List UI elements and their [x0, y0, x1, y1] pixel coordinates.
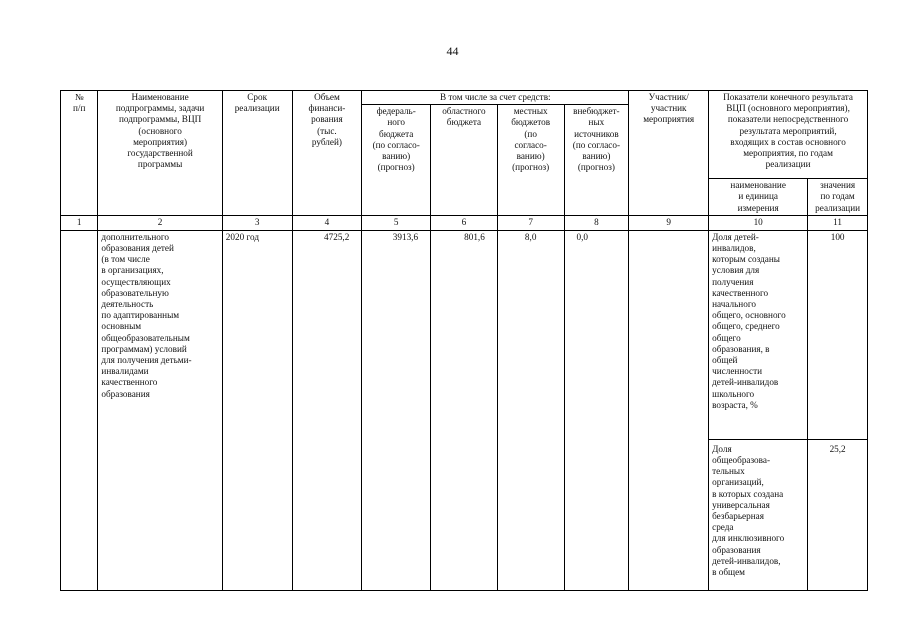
header-name: Наименование подпрограммы, задачи подпрограммы, ВЦП (основного мероприятия) государственной программы [98, 91, 222, 216]
header-sources-group: В том числе за счет средств: [362, 91, 629, 105]
page-number: 44 [446, 44, 459, 58]
column-number: 7 [497, 215, 564, 230]
row-number-cell [61, 230, 98, 590]
header-participant: Участник/ участник мероприятия [629, 91, 709, 216]
header-term: Срок реализации [222, 91, 292, 216]
column-number: 5 [362, 215, 431, 230]
row-volume-cell: 4725,2 [292, 230, 362, 590]
row-local-cell: 8,0 [497, 230, 564, 590]
header-indicator-values: значения по годам реализации [808, 179, 868, 216]
column-number: 1 [61, 215, 98, 230]
row-regional-cell: 801,6 [431, 230, 498, 590]
column-number: 8 [564, 215, 629, 230]
indicator-name-cell: Доля детей- инвалидов, которым созданы условия для получения качественного начального общего, основного общего, среднего общего образования, в общей численности детей-инвалидов школьного возраста, % [709, 230, 808, 439]
column-number: 9 [629, 215, 709, 230]
column-number: 6 [431, 215, 498, 230]
indicator-name-cell: Доля общеобразова- тельных организаций, в которых создана универсальная безбарьерная среда для инклюзивного образования детей-инвалидов, в общем [709, 439, 808, 590]
row-participant-cell [629, 230, 709, 590]
header-federal: федераль- ного бюджета (по согласо- ванию) (прогноз) [362, 105, 431, 216]
column-number: 2 [98, 215, 222, 230]
program-table [60, 90, 868, 591]
header-indicator-name: наименование и единица измерения [709, 179, 808, 216]
header-local: местных бюджетов (по согласо- ванию) (прогноз) [497, 105, 564, 216]
row-term-cell: 2020 год [222, 230, 292, 590]
column-number: 11 [808, 215, 868, 230]
row-name-cell: дополнительного образования детей (в том числе в организациях, осуществляющих образовательную деятельность по адаптированным основным общеобразовательным программам) условий для получения детьми- инвалидами качественного образования [98, 230, 222, 590]
column-number: 4 [292, 215, 362, 230]
header-volume: Объем финанси- рования (тыс. рублей) [292, 91, 362, 216]
header-regional: областного бюджета [431, 105, 498, 216]
row-federal-cell: 3913,6 [362, 230, 431, 590]
row-extrabudget-cell: 0,0 [564, 230, 629, 590]
column-number: 3 [222, 215, 292, 230]
indicator-value-cell: 100 [808, 230, 868, 439]
column-number: 10 [709, 215, 808, 230]
header-indicators-group: Показатели конечного результата ВЦП (основного мероприятия), показатели непосредственного результата мероприятий, входящих в состав основного мероприятия, по годам реализации [709, 91, 868, 179]
column-number-row [61, 215, 868, 230]
table-row [61, 230, 868, 439]
header-number: № п/п [61, 91, 98, 216]
header-extrabudget: внебюджет- ных источников (по согласо- ванию) (прогноз) [564, 105, 629, 216]
indicator-value-cell: 25,2 [808, 439, 868, 590]
